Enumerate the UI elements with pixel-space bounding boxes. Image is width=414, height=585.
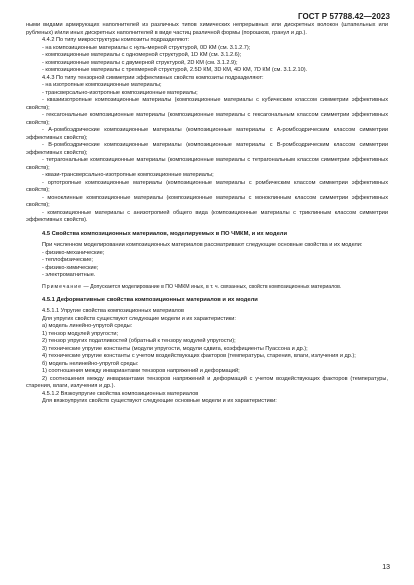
paragraph: 4.5.1.2 Вязкоупругие свойства композиционных материалов (42, 390, 199, 397)
paragraph: 1) тензор модулей упругости; (42, 330, 119, 337)
paragraph: - композиционные материалы с трехмерной структурой, 2.5D КМ, 3D КМ, 4D КМ, 7D КМ (см. 3.1.2.10). (42, 67, 308, 73)
paragraph: - на изотропные композиционные материалы; (42, 82, 162, 88)
paragraph: - физико-механические; (42, 249, 105, 256)
page-number: 13 (382, 564, 390, 571)
paragraph: - моноклинные композиционные материалы (композиционные материалы с моноклинным классом симметрии эффективных свойств); (26, 194, 388, 208)
paragraph: - В-ромбоэдрические композиционные материалы (композиционные материалы с В-ромбоэдрическим классом симметрии эффективных свойств); (26, 142, 388, 156)
note-text: — Допускается моделирование в ПО ЧМКМ иных, в т. ч. связанных, свойств композиционных материалов. (82, 283, 342, 290)
note-lead: Примечание (42, 283, 83, 290)
paragraph: ными видами армирующих наполнителей из различных типов химических непрерывных или дискретных волокон (штапельных или рубленых) и/или иных дискретных наполнителей в виде частиц различной формы (порошков, гранул и др.). (26, 22, 388, 36)
paragraph: Для вязкоупругих свойств существуют следующие основные модели и их характеристики: (42, 398, 277, 404)
paragraph: 1) соотношения между инвариантами тензоров напряжений и деформаций; (42, 368, 240, 374)
paragraph: - А-ромбоэдрические композиционные материалы (композиционные материалы с А-ромбоэдрическим классом симметрии эффективных свойств); (26, 127, 388, 141)
paragraph: - квазиизотропные композиционные материалы (композиционные материалы с кубическим классом симметрии эффективных свойств); (26, 97, 388, 111)
paragraph: а) модель линейно-упругой среды: (42, 323, 133, 329)
paragraph: б) модель нелинейно-упругой среды: (42, 360, 139, 367)
paragraph: - на композиционные материалы с нуль-мерной структурой, 0D КМ (см. 3.1.2.7); (42, 44, 251, 51)
section-heading: 4.5 Свойства композиционных материалов, моделируемых в ПО ЧМКМ, и их модели (42, 230, 288, 237)
paragraph: При численном моделировании композиционных материалов рассматривают следующие основные свойства и их модели: (42, 242, 363, 248)
paragraph: - теплофизические; (42, 257, 93, 263)
paragraph: 2) тензор упругих податливостей (обратный к тензору модулей упругости); (42, 338, 236, 344)
paragraph: 2) соотношения между инвариантами тензоров напряжений и деформаций с учетом воздействующих факторов (температуры, старения, влаги, излучения и др.). (26, 375, 388, 389)
paragraph: 4) технические упругие константы с учетом воздействующих факторов (температуры, старения, влаги, излучения и др.); (42, 353, 356, 359)
paragraph: - трансверсально-изотропные композиционные материалы; (42, 89, 198, 96)
paragraph: - композиционные материалы с двумерной структурой, 2D КМ (см. 3.1.2.9); (42, 59, 238, 66)
paragraph: - композиционные материалы с одномерной структурой, 1D КМ (см. 3.1.2.6); (42, 52, 242, 58)
paragraph: - гексагональные композиционные материалы (композиционные материалы с гексагональным классом симметрии эффективных свойств); (26, 112, 388, 126)
paragraph: 4.4.3 По типу тензорной симметрии эффективных свойств композиты подразделяют: (42, 74, 264, 81)
standard-header: ГОСТ Р 57788.42—2023 (297, 12, 390, 21)
paragraph: 4.5.1.1 Упругие свойства композиционных материалов (42, 308, 184, 314)
paragraph: - тетрагональные композиционные материалы (композиционные материалы с тетрагональным классом симметрии эффективных свойств); (26, 157, 388, 171)
paragraph: Для упругих свойств существуют следующие модели и их характеристики: (42, 315, 236, 322)
document-body (26, 22, 388, 406)
paragraph: - квази-трансверсально-изотропные композиционные материалы; (42, 172, 214, 178)
note-paragraph (26, 284, 388, 291)
paragraph: - физико-химические; (42, 264, 99, 271)
paragraph: - ортотропные композиционные материалы (композиционные материалы с ромбическим классом симметрии эффективных свойств); (26, 179, 388, 193)
paragraph: 3) технические упругие константы (модули упругости, модули сдвига, коэффициенты Пуассона и др.); (42, 345, 308, 352)
paragraph: 4.4.2 По типу микроструктуры композиты подразделяют: (42, 37, 190, 43)
paragraph: - композиционные материалы с анизотропией общего вида (композиционные материалы с триклинным классом симметрии эффективных свойств). (26, 209, 388, 223)
paragraph: - электромагнитные. (42, 272, 96, 278)
section-heading: 4.5.1 Деформативные свойства композиционных материалов и их модели (42, 296, 258, 303)
